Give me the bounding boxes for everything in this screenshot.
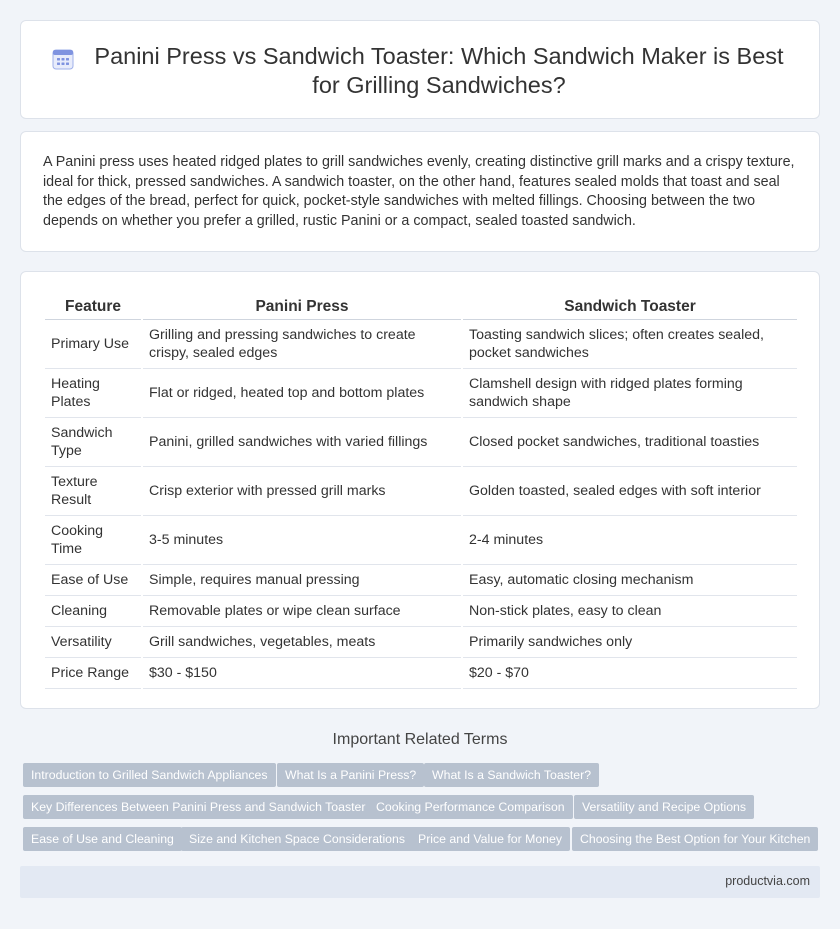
comparison-table	[43, 294, 799, 689]
column-header: Feature	[45, 294, 141, 320]
table-row	[45, 516, 797, 565]
toaster-cell: Closed pocket sandwiches, traditional toasties	[463, 418, 797, 467]
related-term-chip[interactable]: Cooking Performance Comparison	[368, 795, 573, 819]
table-row	[45, 596, 797, 627]
feature-cell: Cleaning	[45, 596, 141, 627]
column-header: Sandwich Toaster	[463, 294, 797, 320]
table-row	[45, 565, 797, 596]
title-card	[20, 20, 820, 119]
related-term-chip[interactable]: What Is a Sandwich Toaster?	[424, 763, 599, 787]
table-header-row	[45, 294, 797, 320]
toaster-cell: $20 - $70	[463, 658, 797, 689]
feature-cell: Texture Result	[45, 467, 141, 516]
toaster-cell: Toasting sandwich slices; often creates sealed, pocket sandwiches	[463, 320, 797, 369]
related-terms-heading: Important Related Terms	[332, 731, 508, 748]
footer	[20, 866, 820, 898]
panini-cell: $30 - $150	[143, 658, 461, 689]
table-row	[45, 627, 797, 658]
related-term-chip[interactable]: Ease of Use and Cleaning	[23, 827, 182, 851]
table-row	[45, 320, 797, 369]
feature-cell: Versatility	[45, 627, 141, 658]
toaster-cell: Clamshell design with ridged plates forming sandwich shape	[463, 369, 797, 418]
table-row	[45, 658, 797, 689]
table-row	[45, 418, 797, 467]
column-header: Panini Press	[143, 294, 461, 320]
table-row	[45, 369, 797, 418]
feature-cell: Cooking Time	[45, 516, 141, 565]
related-term-chip[interactable]: Key Differences Between Panini Press and Sandwich Toaster	[23, 795, 373, 819]
panini-cell: 3-5 minutes	[143, 516, 461, 565]
comparison-card	[20, 271, 820, 709]
panini-cell: Panini, grilled sandwiches with varied fillings	[143, 418, 461, 467]
panini-cell: Grill sandwiches, vegetables, meats	[143, 627, 461, 658]
feature-cell: Price Range	[45, 658, 141, 689]
toaster-cell: Easy, automatic closing mechanism	[463, 565, 797, 596]
page-title: Panini Press vs Sandwich Toaster: Which Sandwich Maker is Best for Grilling Sandwiches?	[94, 42, 784, 98]
feature-cell: Primary Use	[45, 320, 141, 369]
feature-cell: Heating Plates	[45, 369, 141, 418]
toaster-cell: Golden toasted, sealed edges with soft interior	[463, 467, 797, 516]
panini-cell: Crisp exterior with pressed grill marks	[143, 467, 461, 516]
toaster-cell: 2-4 minutes	[463, 516, 797, 565]
panini-cell: Flat or ridged, heated top and bottom plates	[143, 369, 461, 418]
feature-cell: Ease of Use	[45, 565, 141, 596]
panini-cell: Grilling and pressing sandwiches to create crispy, sealed edges	[143, 320, 461, 369]
toaster-cell: Primarily sandwiches only	[463, 627, 797, 658]
related-term-chip[interactable]: Size and Kitchen Space Considerations	[181, 827, 413, 851]
related-term-chip[interactable]: Versatility and Recipe Options	[574, 795, 754, 819]
footer-site-link[interactable]: productvia.com	[725, 874, 810, 888]
toaster-cell: Non-stick plates, easy to clean	[463, 596, 797, 627]
intro-paragraph: A Panini press uses heated ridged plates to grill sandwiches evenly, creating distinctive grill marks and a crispy texture, ideal for thick, pressed sandwiches. A sandwich toaster, on the other hand, features sealed molds that toast and seal the edges of the bread, perfect for quick, pocket-style sandwiches with melted fillings. Choosing between the two depends on whether you prefer a grilled, rustic Panini or a compact, sealed toasted sandwich.	[43, 154, 795, 229]
panini-cell: Simple, requires manual pressing	[143, 565, 461, 596]
intro-card	[20, 131, 820, 252]
panini-cell: Removable plates or wipe clean surface	[143, 596, 461, 627]
related-term-chip[interactable]: Introduction to Grilled Sandwich Appliances	[23, 763, 276, 787]
related-term-chip[interactable]: What Is a Panini Press?	[277, 763, 424, 787]
related-term-chip[interactable]: Choosing the Best Option for Your Kitchen	[572, 827, 818, 851]
feature-cell: Sandwich Type	[45, 418, 141, 467]
related-term-chip[interactable]: Price and Value for Money	[410, 827, 570, 851]
table-row	[45, 467, 797, 516]
